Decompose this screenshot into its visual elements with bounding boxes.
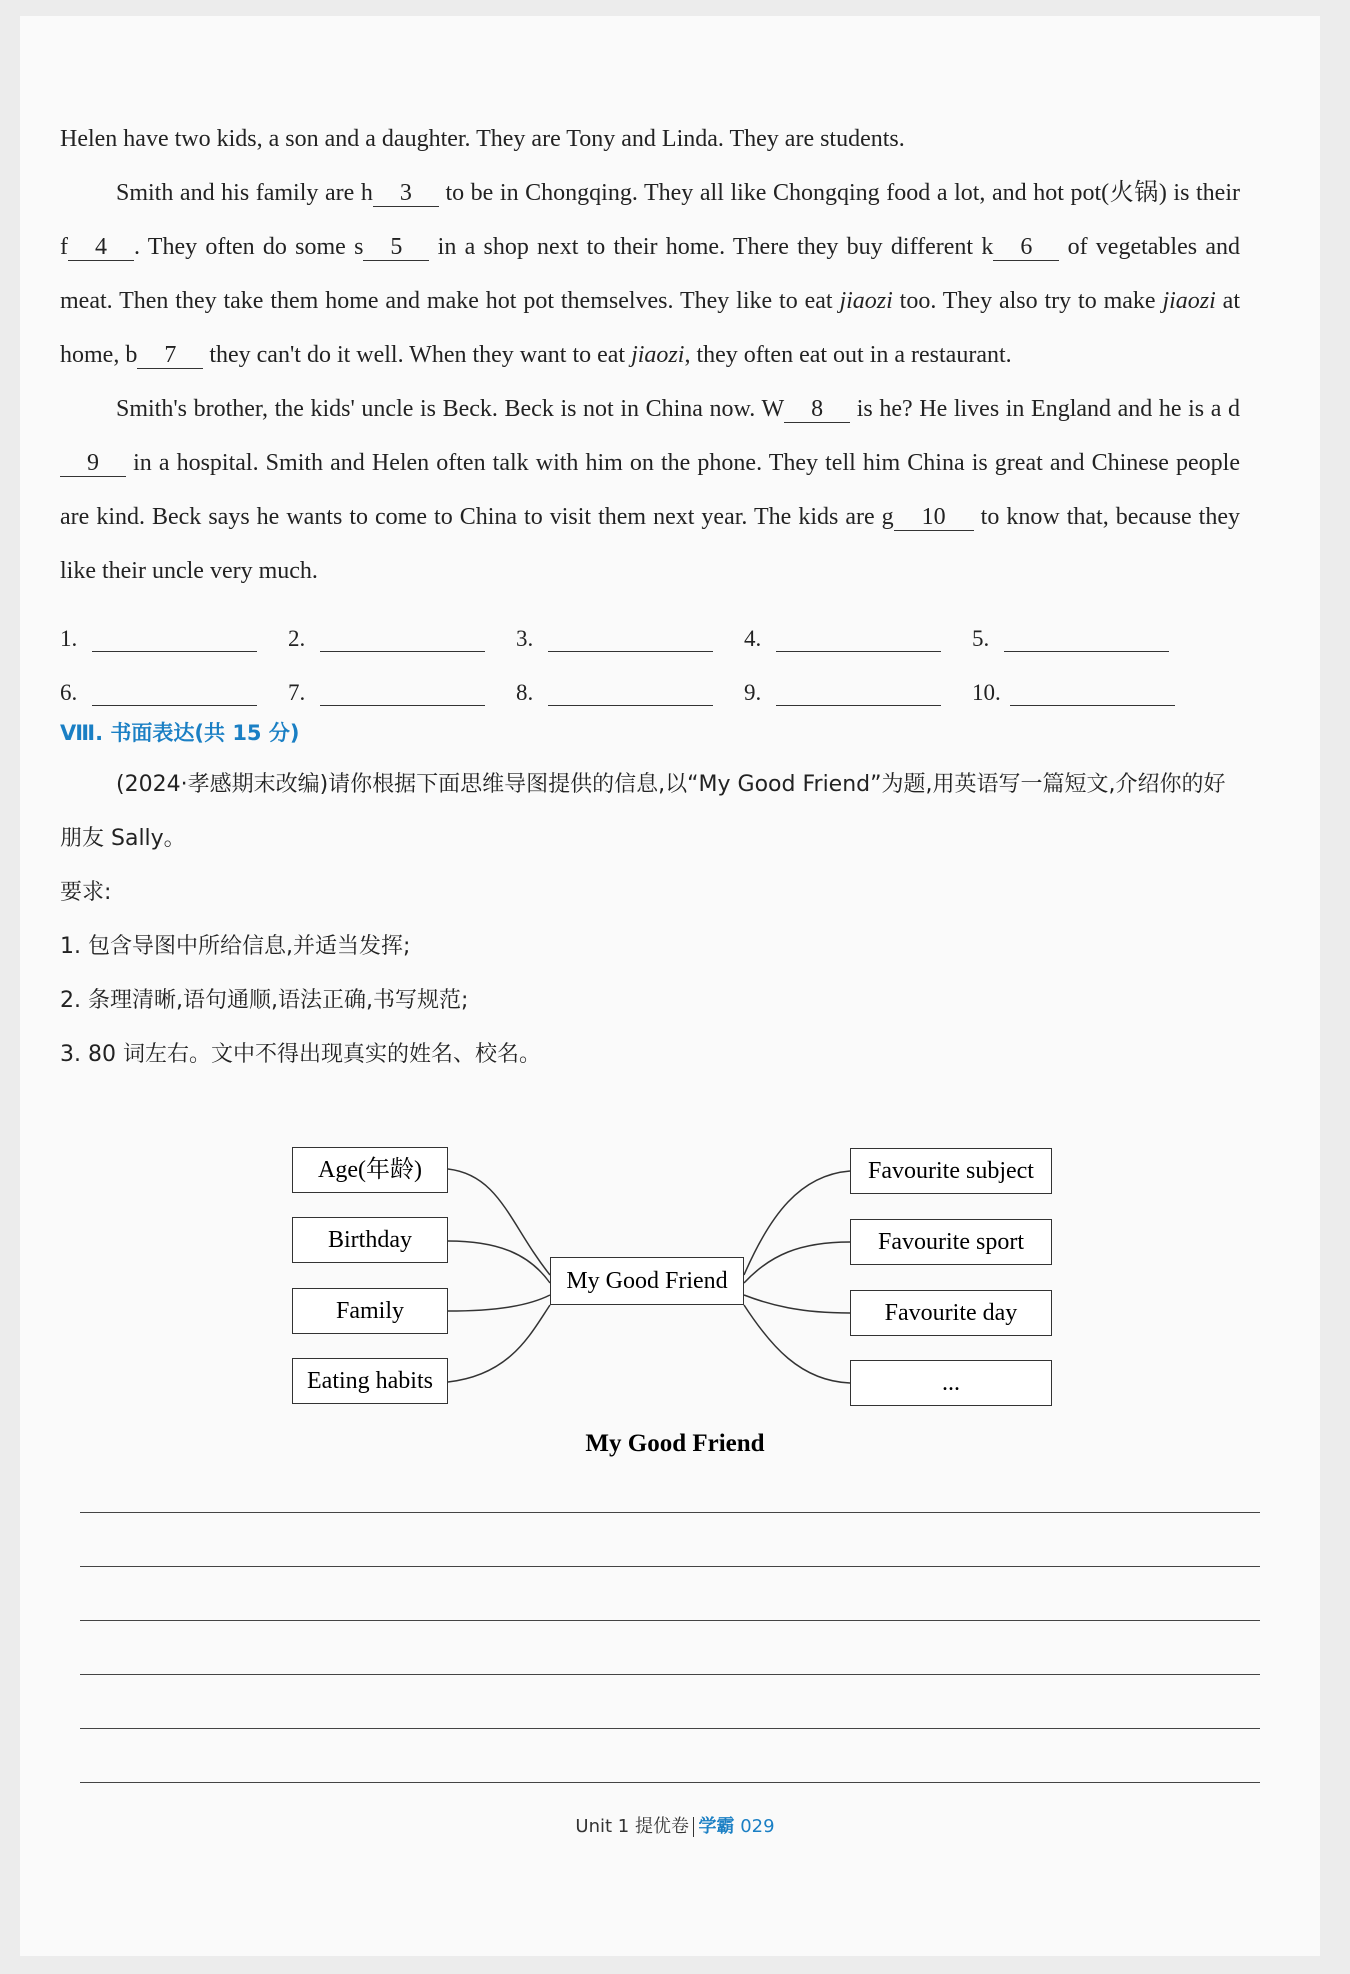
answer-slot[interactable]: 10. [972, 680, 1200, 706]
answer-slot[interactable]: 1. [60, 626, 288, 652]
footer-brand: 学霸 [698, 1816, 735, 1837]
requirement-2: 2. 条理清晰,语句通顺,语法正确,书写规范; [60, 988, 469, 1013]
blank-8[interactable]: 8 [784, 396, 850, 423]
answer-slot[interactable]: 9. [744, 680, 972, 706]
writing-line[interactable] [80, 1674, 1260, 1675]
blank-3[interactable]: 3 [373, 180, 439, 207]
answer-slot[interactable]: 5. [972, 626, 1200, 652]
blank-6[interactable]: 6 [993, 234, 1059, 261]
answer-slot[interactable]: 7. [288, 680, 516, 706]
writing-line[interactable] [80, 1566, 1260, 1567]
section-8-title: Ⅷ. 书面表达(共 15 分) [60, 721, 300, 745]
blank-7[interactable]: 7 [137, 342, 203, 369]
requirement-1: 1. 包含导图中所给信息,并适当发挥; [60, 934, 411, 959]
mind-map-node-age: Age(年龄) [292, 1147, 448, 1193]
answer-row-1 [60, 598, 1240, 652]
blank-10[interactable]: 10 [894, 504, 974, 531]
answer-slot[interactable]: 2. [288, 626, 516, 652]
essay-title: My Good Friend [585, 1430, 765, 1457]
blank-4[interactable]: 4 [68, 234, 134, 261]
writing-instruction: (2024·孝感期末改编)请你根据下面思维导图提供的信息,以“My Good Friend”为题,用英语写一篇短文,介绍你的好朋友 Sally。 [60, 772, 1226, 851]
connector-day [744, 1295, 850, 1313]
mind-map-node-favourite-sport: Favourite sport [850, 1219, 1052, 1265]
blank-5[interactable]: 5 [363, 234, 429, 261]
mind-map-node-family: Family [292, 1288, 448, 1334]
passage-paragraph-2: Smith and his family are h 3 to be in Chongqing. They all like Chongqing food a lot, and hot pot(火锅) is their f 4 . They often do some s 5 in a shop next to their home. There they buy different k 6 of vegetables and meat. Then they take them home and make hot pot themselves. They like to eat jiaozi too. They also try to make jiaozi at home, b 7 they can't do it well. When they want to eat jiaozi, they often eat out in a restaurant. [60, 180, 1240, 368]
mind-map-node-eating-habits: Eating habits [292, 1358, 448, 1404]
blank-9[interactable]: 9 [60, 450, 126, 477]
answer-slot[interactable]: 3. [516, 626, 744, 652]
reading-passage [60, 112, 1240, 1082]
passage-paragraph-1: Helen have two kids, a son and a daughter. They are Tony and Linda. They are students. [60, 126, 905, 152]
answer-slot[interactable]: 4. [744, 626, 972, 652]
connector-sport [744, 1242, 850, 1283]
requirement-3: 3. 80 词左右。文中不得出现真实的姓名、校名。 [60, 1042, 541, 1067]
connector-eating [448, 1305, 550, 1382]
footer-unit: Unit 1 提优卷 [575, 1816, 689, 1837]
mind-map-node-birthday: Birthday [292, 1217, 448, 1263]
writing-line[interactable] [80, 1782, 1260, 1783]
connector-birthday [448, 1241, 550, 1283]
connector-more [744, 1305, 850, 1383]
answer-slot[interactable]: 6. [60, 680, 288, 706]
answer-slot[interactable]: 8. [516, 680, 744, 706]
writing-line[interactable] [80, 1512, 1260, 1513]
connector-subject [744, 1171, 850, 1275]
writing-line[interactable] [80, 1620, 1260, 1621]
connector-family [448, 1295, 550, 1311]
mind-map-node-favourite-day: Favourite day [850, 1290, 1052, 1336]
writing-line[interactable] [80, 1728, 1260, 1729]
requirements-title: 要求: [60, 880, 112, 905]
mind-map [230, 1135, 1130, 1435]
mind-map-node-more: ... [850, 1360, 1052, 1406]
passage-paragraph-3: Smith's brother, the kids' uncle is Beck. Beck is not in China now. W 8 is he? He lives in England and he is a d9 in a hospital. Smith and Helen often talk with him on the phone. They tell him China is great and Chinese people are kind. Beck says he wants to come to China to visit them next year. The kids are g 10 to know that, because they like their uncle very much. [60, 396, 1240, 584]
page-number: 029 [740, 1816, 775, 1837]
page-footer [0, 1812, 1350, 1838]
mind-map-node-favourite-subject: Favourite subject [850, 1148, 1052, 1194]
answer-row-2 [60, 652, 1240, 706]
mind-map-center: My Good Friend [550, 1257, 744, 1305]
connector-age [448, 1169, 550, 1275]
